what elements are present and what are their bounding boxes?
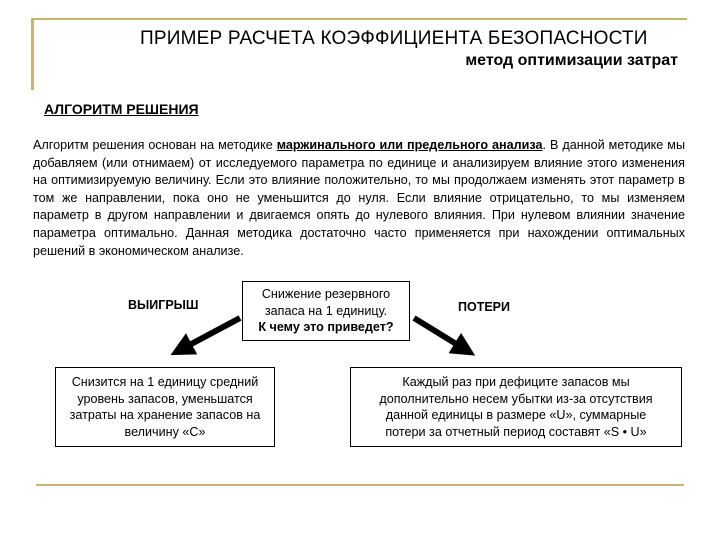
- paragraph-emphasis: маржинального или предельного анализа: [276, 138, 543, 152]
- loss-line-3: данной единицы в размере «U», суммарные: [385, 408, 647, 422]
- center-question-box: [242, 281, 410, 341]
- loss-line-2: дополнительно несем убытки из-за отсутствия: [379, 391, 653, 406]
- loss-label: ПОТЕРИ: [458, 300, 511, 314]
- gain-line-4: величину «С»: [124, 424, 206, 439]
- gain-box: [55, 367, 275, 447]
- center-question: К чему это приведет?: [258, 320, 394, 334]
- center-line-1: Снижение резервного: [261, 287, 391, 301]
- center-line-2: запаса на 1 единицу.: [264, 303, 388, 318]
- loss-line-1: Каждый раз при дефиците запасов мы: [402, 375, 630, 389]
- gain-line-3: затраты на хранение запасов на: [69, 408, 261, 422]
- win-label: ВЫИГРЫШ: [128, 298, 199, 312]
- decorative-bottom-line: [36, 484, 684, 486]
- page-title: ПРИМЕР РАСЧЕТА КОЭФФИЦИЕНТА БЕЗОПАСНОСТИ: [140, 28, 648, 49]
- loss-line-4: потери за отчетный период составят «S • U»: [385, 424, 647, 439]
- loss-box: [350, 367, 682, 447]
- section-heading: АЛГОРИТМ РЕШЕНИЯ: [44, 101, 199, 117]
- paragraph-rest: . В данной методике мы добавляем (или отнимаем) от исследуемого параметра по единице и анализируем влияние этого изменения на оптимизируемую величину. Если это влияние положительно, то мы продолжаем изменять этот параметр в том же направлении, пока оно не уменьшится до нуля. Если влияние отрицательно, то мы изменяем параметр в другом направлении и двигаемся опять до нулевого влияния. При нулевом влиянии значение параметра оптимально. Данная методика достаточно часто применяется при нахождении оптимальных решений в экономическом анализе.: [33, 138, 685, 258]
- paragraph-intro: Алгоритм решения основан на методике: [33, 138, 277, 152]
- gain-line-1: Снизится на 1 единицу средний: [71, 375, 259, 389]
- left-arrow: [180, 318, 240, 350]
- gain-line-2: уровень запасов, уменьшатся: [77, 391, 253, 406]
- right-arrow: [414, 318, 466, 350]
- page-subtitle: метод оптимизации затрат: [465, 52, 678, 69]
